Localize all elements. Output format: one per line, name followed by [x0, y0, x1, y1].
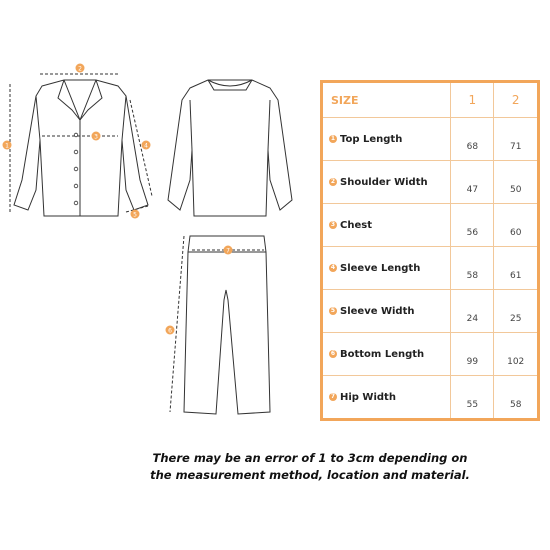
marker-2	[76, 64, 85, 73]
svg-text:5: 5	[133, 211, 137, 219]
table-row	[322, 290, 539, 333]
row-value-size-2: 25	[494, 290, 539, 333]
row-value-size-2: 61	[494, 247, 539, 290]
row-value-size-1: 68	[451, 118, 494, 161]
measurement-disclaimer	[130, 450, 490, 484]
row-number-badge: 1	[330, 134, 336, 142]
size-chart-header-row	[322, 82, 539, 118]
disclaimer-line-2: the measurement method, location and material.	[150, 468, 470, 482]
row-number-badge: 4	[330, 263, 336, 271]
row-value-size-1: 99	[451, 333, 494, 376]
marker-3	[92, 132, 101, 141]
shirt-back-drawing	[168, 80, 292, 216]
row-label: Hip Width	[340, 391, 396, 403]
row-value-size-2: 60	[494, 204, 539, 247]
row-number-badge: 7	[330, 392, 336, 400]
size-header-1: 1	[451, 82, 494, 118]
row-label: Sleeve Width	[340, 305, 415, 317]
row-number-badge: 5	[330, 306, 336, 314]
shirt-buttons	[74, 133, 78, 205]
marker-1	[3, 141, 12, 150]
size-header-label: SIZE	[322, 82, 451, 118]
row-value-size-2: 58	[494, 376, 539, 420]
pajama-measurement-illustration	[0, 0, 320, 440]
svg-text:6: 6	[168, 327, 172, 335]
marker-6	[166, 326, 175, 335]
shirt-front-drawing	[14, 80, 148, 216]
table-row	[322, 161, 539, 204]
row-label: Bottom Length	[340, 348, 425, 360]
row-value-size-1: 24	[451, 290, 494, 333]
row-value-size-2: 50	[494, 161, 539, 204]
svg-text:3: 3	[94, 133, 98, 141]
marker-4	[142, 141, 151, 150]
row-label: Chest	[340, 219, 372, 231]
measurement-lines	[10, 74, 264, 412]
table-row	[322, 376, 539, 420]
row-label: Top Length	[340, 133, 403, 145]
marker-5	[131, 210, 140, 219]
svg-text:1: 1	[5, 142, 9, 150]
svg-text:4: 4	[144, 142, 148, 150]
row-number-badge: 2	[330, 177, 336, 185]
row-value-size-2: 71	[494, 118, 539, 161]
table-row	[322, 333, 539, 376]
row-number-badge: 3	[330, 220, 336, 228]
marker-7	[224, 246, 233, 255]
disclaimer-line-1: There may be an error of 1 to 3cm depending on	[152, 451, 468, 465]
row-label: Shoulder Width	[340, 176, 428, 188]
svg-text:7: 7	[226, 247, 230, 255]
size-chart-table	[320, 80, 540, 421]
row-value-size-2: 102	[494, 333, 539, 376]
row-value-size-1: 58	[451, 247, 494, 290]
pants-drawing	[184, 236, 270, 414]
size-header-2: 2	[494, 82, 539, 118]
table-row	[322, 204, 539, 247]
table-row	[322, 118, 539, 161]
row-number-badge: 6	[330, 349, 336, 357]
row-value-size-1: 56	[451, 204, 494, 247]
row-label: Sleeve Length	[340, 262, 421, 274]
row-value-size-1: 55	[451, 376, 494, 420]
row-value-size-1: 47	[451, 161, 494, 204]
svg-text:2: 2	[78, 65, 82, 73]
table-row	[322, 247, 539, 290]
